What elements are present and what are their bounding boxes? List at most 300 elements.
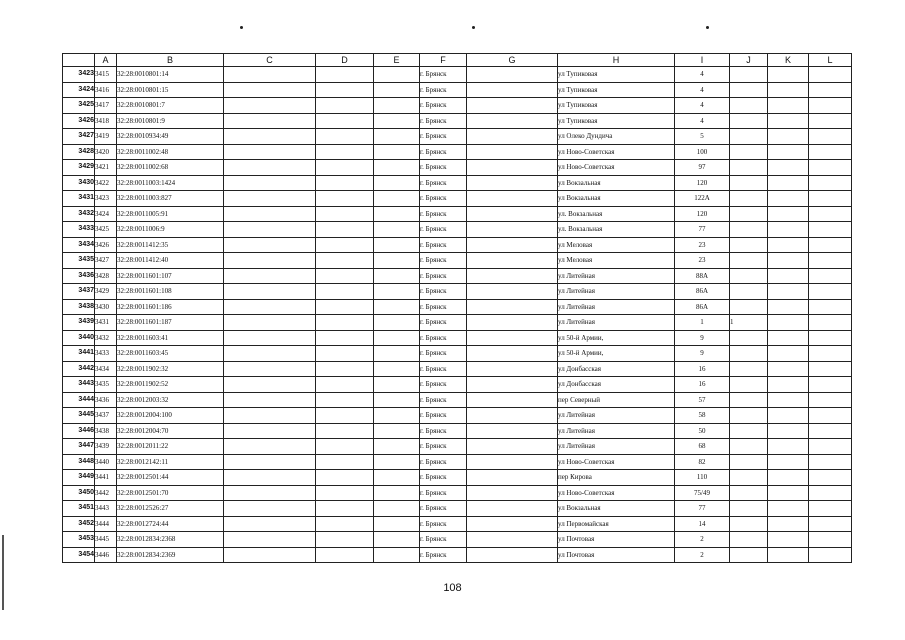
cell-f[interactable]: г. Брянск <box>420 439 467 455</box>
cell-g[interactable] <box>467 485 558 501</box>
cell-b[interactable]: 32:28:0012004:70 <box>117 423 224 439</box>
cell-f[interactable]: г. Брянск <box>420 501 467 517</box>
cell-i[interactable]: 4 <box>675 67 730 83</box>
cell-a[interactable]: 3422 <box>95 175 117 191</box>
cell-e[interactable] <box>374 454 420 470</box>
cell-i[interactable]: 110 <box>675 470 730 486</box>
cell-d[interactable] <box>316 516 374 532</box>
cell-i[interactable]: 68 <box>675 439 730 455</box>
cell-j[interactable] <box>730 98 768 114</box>
cell-h[interactable]: пер Кирова <box>558 470 675 486</box>
cell-e[interactable] <box>374 206 420 222</box>
cell-d[interactable] <box>316 532 374 548</box>
cell-l[interactable] <box>809 82 852 98</box>
cell-d[interactable] <box>316 501 374 517</box>
cell-k[interactable] <box>768 98 809 114</box>
cell-h[interactable]: ул Олеко Дундича <box>558 129 675 145</box>
cell-i[interactable]: 86А <box>675 284 730 300</box>
cell-b[interactable]: 32:28:0011006:9 <box>117 222 224 238</box>
cell-i[interactable]: 2 <box>675 532 730 548</box>
cell-k[interactable] <box>768 408 809 424</box>
cell-a[interactable]: 3445 <box>95 532 117 548</box>
cell-a[interactable]: 3425 <box>95 222 117 238</box>
row-number[interactable]: 3445 <box>63 408 95 424</box>
cell-i[interactable]: 4 <box>675 98 730 114</box>
cell-d[interactable] <box>316 547 374 563</box>
cell-f[interactable]: г. Брянск <box>420 532 467 548</box>
column-header-c[interactable]: C <box>224 54 316 67</box>
cell-b[interactable]: 32:28:0011601:186 <box>117 299 224 315</box>
column-header-e[interactable]: E <box>374 54 420 67</box>
cell-d[interactable] <box>316 191 374 207</box>
cell-b[interactable]: 32:28:0011412:35 <box>117 237 224 253</box>
cell-k[interactable] <box>768 284 809 300</box>
cell-c[interactable] <box>224 299 316 315</box>
cell-c[interactable] <box>224 160 316 176</box>
cell-g[interactable] <box>467 408 558 424</box>
row-number[interactable]: 3424 <box>63 82 95 98</box>
cell-k[interactable] <box>768 361 809 377</box>
cell-e[interactable] <box>374 330 420 346</box>
cell-k[interactable] <box>768 315 809 331</box>
cell-c[interactable] <box>224 284 316 300</box>
cell-b[interactable]: 32:28:0011902:52 <box>117 377 224 393</box>
cell-i[interactable]: 5 <box>675 129 730 145</box>
cell-c[interactable] <box>224 268 316 284</box>
cell-j[interactable] <box>730 361 768 377</box>
cell-j[interactable] <box>730 299 768 315</box>
cell-g[interactable] <box>467 129 558 145</box>
cell-f[interactable]: г. Брянск <box>420 392 467 408</box>
cell-h[interactable]: ул Литейная <box>558 439 675 455</box>
cell-d[interactable] <box>316 361 374 377</box>
cell-b[interactable]: 32:28:0012501:44 <box>117 470 224 486</box>
cell-a[interactable]: 3441 <box>95 470 117 486</box>
cell-e[interactable] <box>374 268 420 284</box>
cell-f[interactable]: г. Брянск <box>420 315 467 331</box>
cell-a[interactable]: 3426 <box>95 237 117 253</box>
cell-h[interactable]: ул Литейная <box>558 408 675 424</box>
cell-i[interactable]: 14 <box>675 516 730 532</box>
cell-g[interactable] <box>467 299 558 315</box>
row-number[interactable]: 3433 <box>63 222 95 238</box>
cell-j[interactable] <box>730 485 768 501</box>
cell-c[interactable] <box>224 253 316 269</box>
cell-i[interactable]: 16 <box>675 377 730 393</box>
cell-b[interactable]: 32:28:0010801:14 <box>117 67 224 83</box>
column-header-d[interactable]: D <box>316 54 374 67</box>
cell-g[interactable] <box>467 516 558 532</box>
cell-j[interactable] <box>730 113 768 129</box>
cell-h[interactable]: ул Литейная <box>558 268 675 284</box>
cell-c[interactable] <box>224 237 316 253</box>
cell-l[interactable] <box>809 361 852 377</box>
cell-f[interactable]: г. Брянск <box>420 222 467 238</box>
cell-a[interactable]: 3424 <box>95 206 117 222</box>
cell-c[interactable] <box>224 470 316 486</box>
row-number[interactable]: 3437 <box>63 284 95 300</box>
cell-e[interactable] <box>374 361 420 377</box>
cell-d[interactable] <box>316 470 374 486</box>
row-number[interactable]: 3432 <box>63 206 95 222</box>
cell-b[interactable]: 32:28:0010801:9 <box>117 113 224 129</box>
cell-j[interactable] <box>730 346 768 362</box>
cell-j[interactable] <box>730 237 768 253</box>
cell-l[interactable] <box>809 253 852 269</box>
cell-j[interactable] <box>730 284 768 300</box>
cell-l[interactable] <box>809 454 852 470</box>
cell-e[interactable] <box>374 377 420 393</box>
cell-i[interactable]: 23 <box>675 253 730 269</box>
cell-k[interactable] <box>768 67 809 83</box>
cell-i[interactable]: 88А <box>675 268 730 284</box>
cell-e[interactable] <box>374 191 420 207</box>
cell-i[interactable]: 57 <box>675 392 730 408</box>
cell-e[interactable] <box>374 439 420 455</box>
cell-c[interactable] <box>224 113 316 129</box>
row-number[interactable]: 3449 <box>63 470 95 486</box>
cell-i[interactable]: 97 <box>675 160 730 176</box>
cell-h[interactable]: пер Северный <box>558 392 675 408</box>
column-header-j[interactable]: J <box>730 54 768 67</box>
cell-a[interactable]: 3415 <box>95 67 117 83</box>
cell-b[interactable]: 32:28:0011603:41 <box>117 330 224 346</box>
cell-b[interactable]: 32:28:0012834:2369 <box>117 547 224 563</box>
cell-d[interactable] <box>316 222 374 238</box>
cell-k[interactable] <box>768 439 809 455</box>
cell-l[interactable] <box>809 315 852 331</box>
cell-k[interactable] <box>768 237 809 253</box>
cell-j[interactable] <box>730 547 768 563</box>
cell-b[interactable]: 32:28:0012501:70 <box>117 485 224 501</box>
cell-h[interactable]: ул Тупиковая <box>558 82 675 98</box>
cell-j[interactable] <box>730 82 768 98</box>
row-number[interactable]: 3450 <box>63 485 95 501</box>
cell-i[interactable]: 9 <box>675 346 730 362</box>
cell-i[interactable]: 100 <box>675 144 730 160</box>
row-number[interactable]: 3431 <box>63 191 95 207</box>
cell-e[interactable] <box>374 144 420 160</box>
cell-d[interactable] <box>316 408 374 424</box>
cell-f[interactable]: г. Брянск <box>420 191 467 207</box>
column-header-l[interactable]: L <box>809 54 852 67</box>
cell-h[interactable]: ул Меловая <box>558 253 675 269</box>
column-header-h[interactable]: H <box>558 54 675 67</box>
cell-h[interactable]: ул 50-й Армии, <box>558 330 675 346</box>
cell-g[interactable] <box>467 547 558 563</box>
cell-c[interactable] <box>224 408 316 424</box>
cell-i[interactable]: 122А <box>675 191 730 207</box>
cell-k[interactable] <box>768 330 809 346</box>
cell-f[interactable]: г. Брянск <box>420 330 467 346</box>
cell-a[interactable]: 3446 <box>95 547 117 563</box>
cell-d[interactable] <box>316 423 374 439</box>
cell-d[interactable] <box>316 454 374 470</box>
cell-g[interactable] <box>467 253 558 269</box>
cell-l[interactable] <box>809 485 852 501</box>
cell-f[interactable]: г. Брянск <box>420 82 467 98</box>
cell-h[interactable]: ул Вокзальная <box>558 501 675 517</box>
cell-a[interactable]: 3417 <box>95 98 117 114</box>
cell-f[interactable]: г. Брянск <box>420 516 467 532</box>
cell-d[interactable] <box>316 206 374 222</box>
cell-b[interactable]: 32:28:0011002:68 <box>117 160 224 176</box>
cell-j[interactable] <box>730 501 768 517</box>
cell-h[interactable]: ул Почтовая <box>558 547 675 563</box>
cell-e[interactable] <box>374 129 420 145</box>
cell-h[interactable]: ул Вокзальная <box>558 191 675 207</box>
cell-k[interactable] <box>768 423 809 439</box>
cell-j[interactable] <box>730 454 768 470</box>
cell-f[interactable]: г. Брянск <box>420 144 467 160</box>
cell-a[interactable]: 3442 <box>95 485 117 501</box>
cell-l[interactable] <box>809 175 852 191</box>
cell-c[interactable] <box>224 82 316 98</box>
cell-k[interactable] <box>768 113 809 129</box>
cell-a[interactable]: 3440 <box>95 454 117 470</box>
cell-g[interactable] <box>467 470 558 486</box>
cell-c[interactable] <box>224 346 316 362</box>
row-number[interactable]: 3452 <box>63 516 95 532</box>
cell-k[interactable] <box>768 175 809 191</box>
cell-b[interactable]: 32:28:0012724:44 <box>117 516 224 532</box>
cell-f[interactable]: г. Брянск <box>420 299 467 315</box>
cell-e[interactable] <box>374 547 420 563</box>
cell-f[interactable]: г. Брянск <box>420 547 467 563</box>
cell-g[interactable] <box>467 439 558 455</box>
row-number[interactable]: 3434 <box>63 237 95 253</box>
cell-k[interactable] <box>768 144 809 160</box>
cell-e[interactable] <box>374 408 420 424</box>
cell-d[interactable] <box>316 67 374 83</box>
cell-d[interactable] <box>316 253 374 269</box>
row-number[interactable]: 3453 <box>63 532 95 548</box>
cell-a[interactable]: 3427 <box>95 253 117 269</box>
cell-c[interactable] <box>224 377 316 393</box>
cell-h[interactable]: ул Ново-Советская <box>558 144 675 160</box>
cell-k[interactable] <box>768 160 809 176</box>
cell-j[interactable] <box>730 206 768 222</box>
cell-k[interactable] <box>768 470 809 486</box>
cell-l[interactable] <box>809 144 852 160</box>
row-number[interactable]: 3435 <box>63 253 95 269</box>
row-number[interactable]: 3423 <box>63 67 95 83</box>
cell-k[interactable] <box>768 454 809 470</box>
cell-k[interactable] <box>768 268 809 284</box>
cell-b[interactable]: 32:28:0012004:100 <box>117 408 224 424</box>
cell-i[interactable]: 58 <box>675 408 730 424</box>
cell-f[interactable]: г. Брянск <box>420 361 467 377</box>
column-header-g[interactable]: G <box>467 54 558 67</box>
cell-l[interactable] <box>809 222 852 238</box>
row-number[interactable]: 3429 <box>63 160 95 176</box>
cell-g[interactable] <box>467 423 558 439</box>
cell-b[interactable]: 32:28:0011902:32 <box>117 361 224 377</box>
cell-l[interactable] <box>809 439 852 455</box>
cell-d[interactable] <box>316 237 374 253</box>
column-header-f[interactable]: F <box>420 54 467 67</box>
cell-h[interactable]: ул Тупиковая <box>558 98 675 114</box>
cell-i[interactable]: 16 <box>675 361 730 377</box>
cell-i[interactable]: 4 <box>675 113 730 129</box>
cell-g[interactable] <box>467 237 558 253</box>
cell-h[interactable]: ул Почтовая <box>558 532 675 548</box>
row-number[interactable]: 3425 <box>63 98 95 114</box>
cell-f[interactable]: г. Брянск <box>420 284 467 300</box>
row-number[interactable]: 3446 <box>63 423 95 439</box>
cell-i[interactable]: 86А <box>675 299 730 315</box>
cell-g[interactable] <box>467 82 558 98</box>
row-number[interactable]: 3451 <box>63 501 95 517</box>
cell-e[interactable] <box>374 222 420 238</box>
cell-f[interactable]: г. Брянск <box>420 253 467 269</box>
cell-h[interactable]: ул Первомайская <box>558 516 675 532</box>
cell-b[interactable]: 32:28:0012003:32 <box>117 392 224 408</box>
cell-l[interactable] <box>809 377 852 393</box>
cell-d[interactable] <box>316 330 374 346</box>
cell-a[interactable]: 3431 <box>95 315 117 331</box>
cell-d[interactable] <box>316 160 374 176</box>
cell-b[interactable]: 32:28:0011601:108 <box>117 284 224 300</box>
cell-g[interactable] <box>467 160 558 176</box>
cell-f[interactable]: г. Брянск <box>420 113 467 129</box>
cell-f[interactable]: г. Брянск <box>420 346 467 362</box>
cell-a[interactable]: 3443 <box>95 501 117 517</box>
cell-c[interactable] <box>224 98 316 114</box>
row-number[interactable]: 3440 <box>63 330 95 346</box>
cell-l[interactable] <box>809 408 852 424</box>
cell-e[interactable] <box>374 485 420 501</box>
cell-f[interactable]: г. Брянск <box>420 160 467 176</box>
cell-c[interactable] <box>224 191 316 207</box>
cell-b[interactable]: 32:28:0011002:48 <box>117 144 224 160</box>
cell-d[interactable] <box>316 98 374 114</box>
cell-k[interactable] <box>768 392 809 408</box>
cell-l[interactable] <box>809 501 852 517</box>
cell-f[interactable]: г. Брянск <box>420 98 467 114</box>
cell-i[interactable]: 77 <box>675 222 730 238</box>
cell-d[interactable] <box>316 113 374 129</box>
row-number[interactable]: 3427 <box>63 129 95 145</box>
cell-k[interactable] <box>768 346 809 362</box>
cell-b[interactable]: 32:28:0012834:2368 <box>117 532 224 548</box>
cell-a[interactable]: 3437 <box>95 408 117 424</box>
cell-b[interactable]: 32:28:0012142:11 <box>117 454 224 470</box>
cell-g[interactable] <box>467 98 558 114</box>
cell-d[interactable] <box>316 439 374 455</box>
cell-i[interactable]: 120 <box>675 175 730 191</box>
cell-b[interactable]: 32:28:0011601:187 <box>117 315 224 331</box>
cell-l[interactable] <box>809 392 852 408</box>
cell-j[interactable] <box>730 222 768 238</box>
cell-h[interactable]: ул. Вокзальная <box>558 206 675 222</box>
cell-k[interactable] <box>768 129 809 145</box>
cell-e[interactable] <box>374 160 420 176</box>
cell-j[interactable] <box>730 392 768 408</box>
cell-a[interactable]: 3432 <box>95 330 117 346</box>
cell-g[interactable] <box>467 454 558 470</box>
cell-a[interactable]: 3423 <box>95 191 117 207</box>
cell-l[interactable] <box>809 330 852 346</box>
cell-j[interactable] <box>730 129 768 145</box>
cell-c[interactable] <box>224 222 316 238</box>
cell-c[interactable] <box>224 485 316 501</box>
row-number[interactable]: 3441 <box>63 346 95 362</box>
cell-e[interactable] <box>374 516 420 532</box>
cell-d[interactable] <box>316 268 374 284</box>
cell-e[interactable] <box>374 82 420 98</box>
cell-l[interactable] <box>809 284 852 300</box>
cell-a[interactable]: 3444 <box>95 516 117 532</box>
cell-l[interactable] <box>809 547 852 563</box>
row-number[interactable]: 3443 <box>63 377 95 393</box>
row-number[interactable]: 3448 <box>63 454 95 470</box>
cell-g[interactable] <box>467 501 558 517</box>
cell-l[interactable] <box>809 346 852 362</box>
cell-l[interactable] <box>809 299 852 315</box>
cell-b[interactable]: 32:28:0011601:107 <box>117 268 224 284</box>
cell-d[interactable] <box>316 315 374 331</box>
cell-c[interactable] <box>224 129 316 145</box>
cell-k[interactable] <box>768 253 809 269</box>
cell-b[interactable]: 32:28:0012011:22 <box>117 439 224 455</box>
cell-j[interactable] <box>730 175 768 191</box>
cell-a[interactable]: 3430 <box>95 299 117 315</box>
cell-c[interactable] <box>224 330 316 346</box>
cell-i[interactable]: 75/49 <box>675 485 730 501</box>
cell-j[interactable] <box>730 439 768 455</box>
cell-l[interactable] <box>809 191 852 207</box>
cell-f[interactable]: г. Брянск <box>420 423 467 439</box>
cell-h[interactable]: ул Литейная <box>558 315 675 331</box>
cell-e[interactable] <box>374 299 420 315</box>
cell-h[interactable]: ул. Вокзальная <box>558 222 675 238</box>
cell-f[interactable]: г. Брянск <box>420 175 467 191</box>
cell-h[interactable]: ул Ново-Советская <box>558 454 675 470</box>
cell-g[interactable] <box>467 222 558 238</box>
cell-e[interactable] <box>374 253 420 269</box>
cell-k[interactable] <box>768 501 809 517</box>
cell-l[interactable] <box>809 129 852 145</box>
cell-c[interactable] <box>224 67 316 83</box>
cell-a[interactable]: 3418 <box>95 113 117 129</box>
cell-j[interactable] <box>730 532 768 548</box>
cell-i[interactable]: 50 <box>675 423 730 439</box>
row-number[interactable]: 3442 <box>63 361 95 377</box>
cell-e[interactable] <box>374 346 420 362</box>
cell-g[interactable] <box>467 284 558 300</box>
cell-k[interactable] <box>768 547 809 563</box>
cell-j[interactable] <box>730 470 768 486</box>
cell-d[interactable] <box>316 144 374 160</box>
cell-i[interactable]: 4 <box>675 82 730 98</box>
cell-f[interactable]: г. Брянск <box>420 129 467 145</box>
cell-c[interactable] <box>224 547 316 563</box>
cell-j[interactable] <box>730 67 768 83</box>
cell-e[interactable] <box>374 113 420 129</box>
cell-d[interactable] <box>316 82 374 98</box>
cell-d[interactable] <box>316 129 374 145</box>
cell-h[interactable]: ул Ново-Советская <box>558 160 675 176</box>
cell-b[interactable]: 32:28:0011003:1424 <box>117 175 224 191</box>
row-number[interactable]: 3444 <box>63 392 95 408</box>
cell-e[interactable] <box>374 175 420 191</box>
column-header-i[interactable]: I <box>675 54 730 67</box>
cell-d[interactable] <box>316 392 374 408</box>
cell-j[interactable] <box>730 160 768 176</box>
cell-g[interactable] <box>467 175 558 191</box>
cell-l[interactable] <box>809 237 852 253</box>
